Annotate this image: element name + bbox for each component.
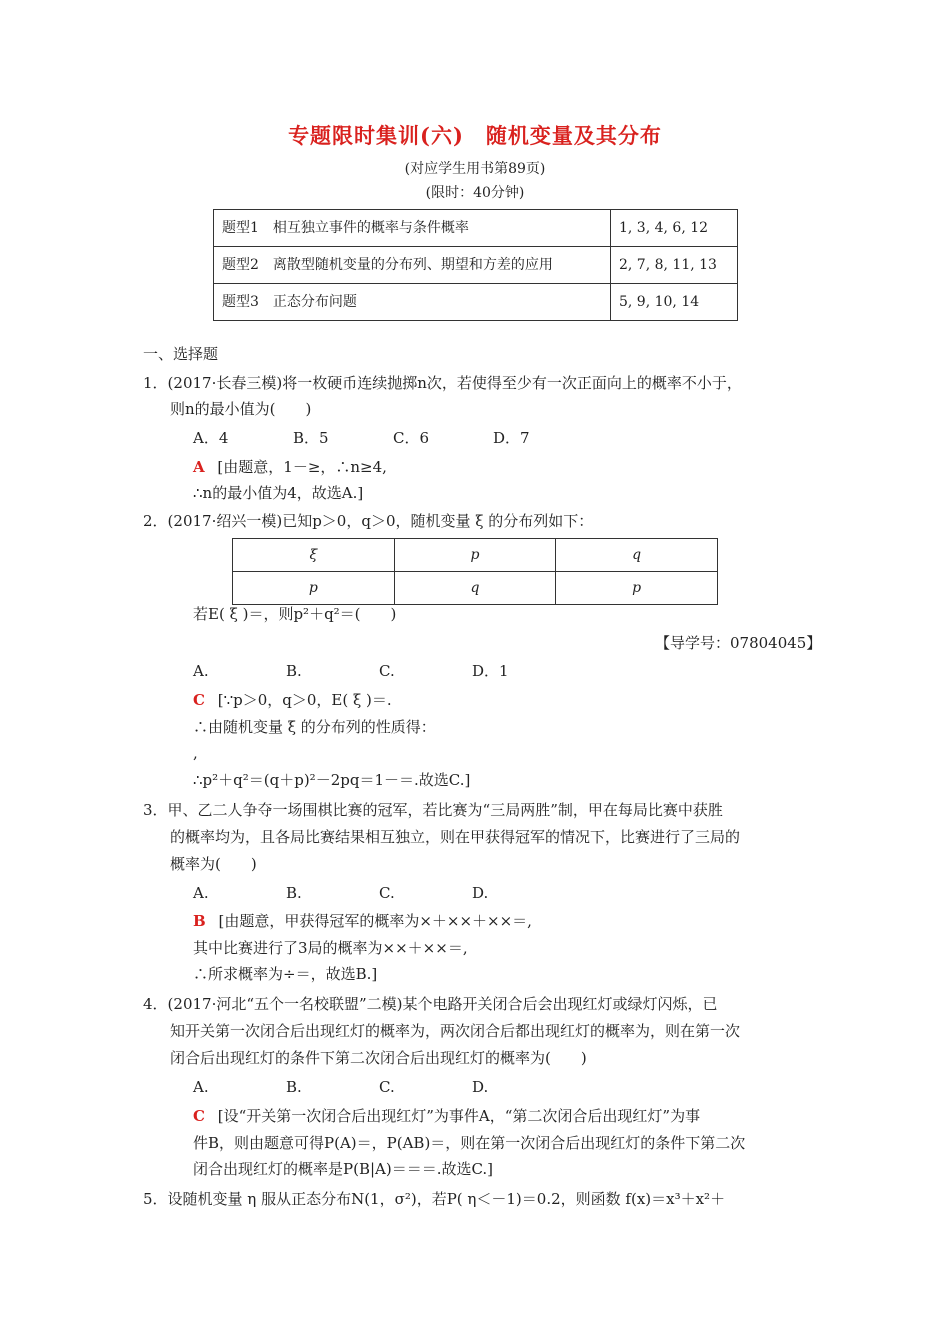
q4-line1: 4．(2017·河北“五个一名校联盟”二模)某个电路开关闭合后会出现红灯或绿灯闪烁，已 <box>143 995 718 1013</box>
table-row <box>214 284 738 321</box>
table-row <box>233 539 718 572</box>
answer-letter: C <box>193 691 205 709</box>
q2-line2: 若E( ξ )＝，则p²＋q²＝( ) <box>193 605 397 623</box>
q2-option-c: C. <box>379 662 395 680</box>
q3-option-b: B. <box>286 884 302 902</box>
q1-option-c: C．6 <box>393 429 430 447</box>
question-type-table <box>213 209 738 321</box>
q1-option-a: A．4 <box>193 429 229 447</box>
q1-line1: 1．(2017·长春三模)将一枚硬币连续抛掷n次，若使得至少有一次正面向上的概率不小于， <box>143 374 742 392</box>
q3-answer <box>193 910 532 932</box>
type-cell: 题型3 正态分布问题 <box>214 284 611 321</box>
q3-explanation-2: 其中比赛进行了3局的概率为××＋××＝, <box>193 939 468 957</box>
q1-option-d: D．7 <box>493 429 530 447</box>
q4-line3: 闭合后出现红灯的条件下第二次闭合后出现红灯的概率为( ) <box>170 1049 587 1067</box>
q5-line1: 5．设随机变量 η 服从正态分布N(1，σ²)，若P( η＜－1)＝0.2，则函数 f(x)＝x³＋x²＋ <box>143 1190 726 1208</box>
q4-option-a: A. <box>193 1078 209 1096</box>
answer-letter: A <box>193 458 205 476</box>
table-cell: ξ <box>233 539 395 572</box>
table-row <box>214 247 738 284</box>
q2-option-d: D．1 <box>472 662 509 680</box>
type-cell: 题型1 相互独立事件的概率与条件概率 <box>214 210 611 247</box>
q3-line2: 的概率均为，且各局比赛结果相互独立，则在甲获得冠军的情况下，比赛进行了三局的 <box>170 828 741 846</box>
table-cell: q <box>394 572 556 605</box>
table-cell: p <box>556 572 718 605</box>
numbers-cell: 1, 3, 4, 6, 12 <box>611 210 738 247</box>
explanation: [设“开关第一次闭合后出现红灯”为事件A，“第二次闭合后出现红灯”为事 <box>217 1107 701 1125</box>
q3-option-a: A. <box>193 884 209 902</box>
numbers-cell: 5, 9, 10, 14 <box>611 284 738 321</box>
distribution-table <box>232 538 718 605</box>
q2-line1: 2．(2017·绍兴一模)已知p＞0，q＞0，随机变量 ξ 的分布列如下： <box>143 512 594 530</box>
q3-explanation-3: ∴所求概率为÷＝，故选B.] <box>193 965 378 983</box>
q4-line2: 知开关第一次闭合后出现红灯的概率为，两次闭合后都出现红灯的概率为，则在第一次 <box>170 1022 741 1040</box>
q3-line1: 3．甲、乙二人争夺一场围棋比赛的冠军，若比赛为“三局两胜”制，甲在每局比赛中获胜 <box>143 801 723 819</box>
q1-explanation-2: ∴n的最小值为4，故选A.] <box>193 484 364 502</box>
q4-option-b: B. <box>286 1078 302 1096</box>
time-limit: (限时：40分钟) <box>425 185 525 201</box>
q1-line2: 则n的最小值为( ) <box>170 400 312 418</box>
numbers-cell: 2, 7, 8, 11, 13 <box>611 247 738 284</box>
q4-option-c: C. <box>379 1078 395 1096</box>
table-row <box>214 210 738 247</box>
table-cell: p <box>394 539 556 572</box>
q2-explanation-2: ∴由随机变量 ξ 的分布列的性质得： <box>193 718 436 736</box>
guide-number: 【导学号：07804045】 <box>655 634 822 652</box>
q3-line3: 概率为( ) <box>170 855 257 873</box>
q2-option-b: B. <box>286 662 302 680</box>
section-heading: 一、选择题 <box>143 345 219 363</box>
q1-answer <box>193 456 387 478</box>
q2-explanation-4: ∴p²＋q²＝(q＋p)²－2pq＝1－＝.故选C.] <box>193 771 471 789</box>
answer-letter: C <box>193 1107 205 1125</box>
q2-answer <box>193 689 392 711</box>
q2-explanation-3: , <box>193 744 198 762</box>
type-cell: 题型2 离散型随机变量的分布列、期望和方差的应用 <box>214 247 611 284</box>
book-reference: (对应学生用书第89页) <box>404 161 546 177</box>
q4-explanation-2: 件B，则由题意可得P(A)＝，P(AB)＝，则在第一次闭合后出现红灯的条件下第二次 <box>193 1134 746 1152</box>
q2-option-a: A. <box>193 662 209 680</box>
answer-letter: B <box>193 912 206 930</box>
q3-option-d: D. <box>472 884 489 902</box>
page-title: 专题限时集训(六) 随机变量及其分布 <box>288 123 662 148</box>
explanation: [∵p＞0，q＞0，E( ξ )＝. <box>217 691 392 709</box>
q3-option-c: C. <box>379 884 395 902</box>
table-row <box>233 572 718 605</box>
q4-explanation-3: 闭合出现红灯的概率是P(B|A)＝＝＝.故选C.] <box>193 1160 494 1178</box>
explanation: [由题意，1－≥，∴n≥4, <box>217 458 387 476</box>
table-cell: q <box>556 539 718 572</box>
explanation: [由题意，甲获得冠军的概率为×＋××＋××＝, <box>218 912 532 930</box>
q1-option-b: B．5 <box>293 429 329 447</box>
table-cell: p <box>233 572 395 605</box>
q4-answer <box>193 1105 700 1127</box>
q4-option-d: D. <box>472 1078 489 1096</box>
